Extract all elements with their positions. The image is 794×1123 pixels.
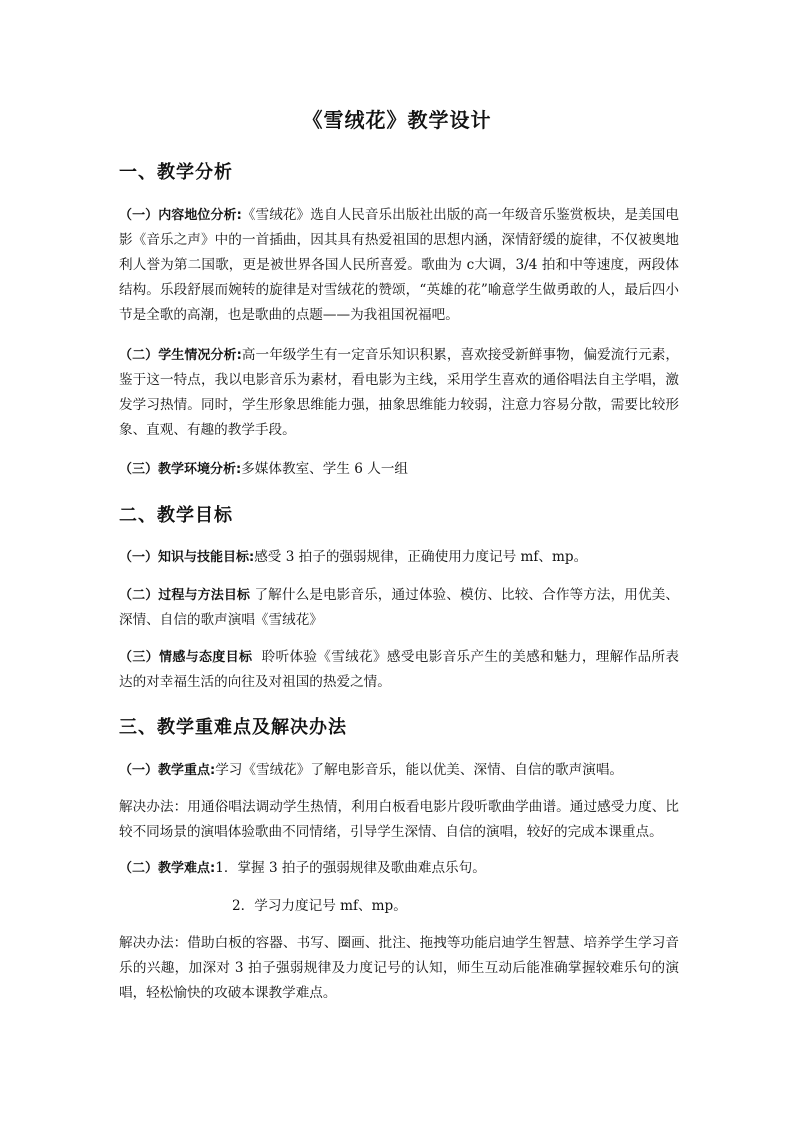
paragraph-text: 聆听体验《雪绒花》感受电影音乐产生的美感和魅力，理解作品所表达的对幸福生活的向往及对祖国的热爱之情。 — [119, 649, 679, 690]
paragraph-label: （二）教学难点: — [119, 861, 216, 876]
paragraph-difficult-point-2: 2．学习力度记号 mf、mp。 — [232, 898, 407, 914]
paragraph-label: （一）知识与技能目标: — [119, 550, 255, 565]
paragraph-difficult-points — [119, 856, 679, 881]
paragraph-label: （三）情感与态度目标 — [119, 650, 253, 665]
paragraph-knowledge-skills — [119, 545, 679, 570]
paragraph-text: 高一年级学生有一定音乐知识积累，喜欢接受新鲜事物，偏爱流行元素，鉴于这一特点，我以电影音乐为素材，看电影为主线，采用学生喜欢的通俗唱法自主学唱，激发学习热情。同时，学生形象思维能力强，抽象思维能力较弱，注意力容易分散，需要比较形象、直观、有趣的教学手段。 — [119, 347, 680, 438]
paragraph-text: 多媒体教室、学生 6 人一组 — [241, 461, 409, 477]
paragraph-process-method — [119, 583, 679, 633]
document-title: 《雪绒花》教学设计 — [302, 108, 492, 132]
paragraph-text: 1．掌握 3 拍子的强弱规律及歌曲难点乐句。 — [215, 860, 486, 876]
paragraph-text: 了解什么是电影音乐，通过体验、模仿、比较、合作等方法，用优美、深情、自信的歌声演唱《雪绒花》 — [119, 587, 679, 628]
paragraph-key-solution: 解决办法：用通俗唱法调动学生热情，利用白板看电影片段听歌曲学曲谱。通过感受力度、比较不同场景的演唱体验歌曲不同情绪，引导学生深情、自信的演唱，较好的完成本课重点。 — [119, 799, 679, 840]
paragraph-label: （一）教学重点: — [119, 763, 216, 778]
paragraph-label: （三）教学环境分析: — [119, 462, 242, 477]
paragraph-text: 《雪绒花》选自人民音乐出版社出版的高一年级音乐鉴赏板块，是美国电影《音乐之声》中的一首插曲，因其具有热爱祖国的思想内涵，深情舒缓的旋律，不仅被奥地利人誉为第二国歌，更是被世界各国人民所喜爱。歌曲为 c大调，3/4 拍和中等速度，两段体结构。乐段舒展而婉转的旋律是对雪绒花的赞颂，“英雄的花”喻意学生做勇敢的人，最后四小节是全歌的高潮，也是歌曲的点题——为我祖国祝福吧。 — [119, 207, 680, 323]
section-heading-analysis: 一、教学分析 — [119, 162, 233, 183]
paragraph-text: 感受 3 拍子的强弱规律，正确使用力度记号 mf、mp。 — [254, 549, 588, 565]
section-heading-key-difficult: 三、教学重难点及解决办法 — [119, 717, 347, 738]
paragraph-environment — [119, 457, 679, 482]
paragraph-key-points — [119, 758, 679, 783]
paragraph-emotion-attitude — [119, 645, 679, 695]
section-heading-objectives: 二、教学目标 — [119, 505, 233, 526]
paragraph-label: （二）学生情况分析: — [119, 348, 242, 363]
paragraph-label: （二）过程与方法目标 — [119, 588, 251, 603]
paragraph-difficult-solution: 解决办法：借助白板的容器、书写、圈画、批注、拖拽等功能启迪学生智慧、培养学生学习音乐的兴趣，加深对 3 拍子强弱规律及力度记号的认知，师生互动后能准确掌握较难乐句的演唱，轻松愉快的攻破本课教学难点。 — [119, 935, 679, 1001]
paragraph-content-position — [119, 203, 679, 328]
paragraph-label: （一）内容地位分析: — [119, 208, 242, 223]
paragraph-student-situation — [119, 343, 679, 443]
paragraph-text: 学习《雪绒花》了解电影音乐，能以优美、深情、自信的歌声演唱。 — [215, 762, 624, 778]
